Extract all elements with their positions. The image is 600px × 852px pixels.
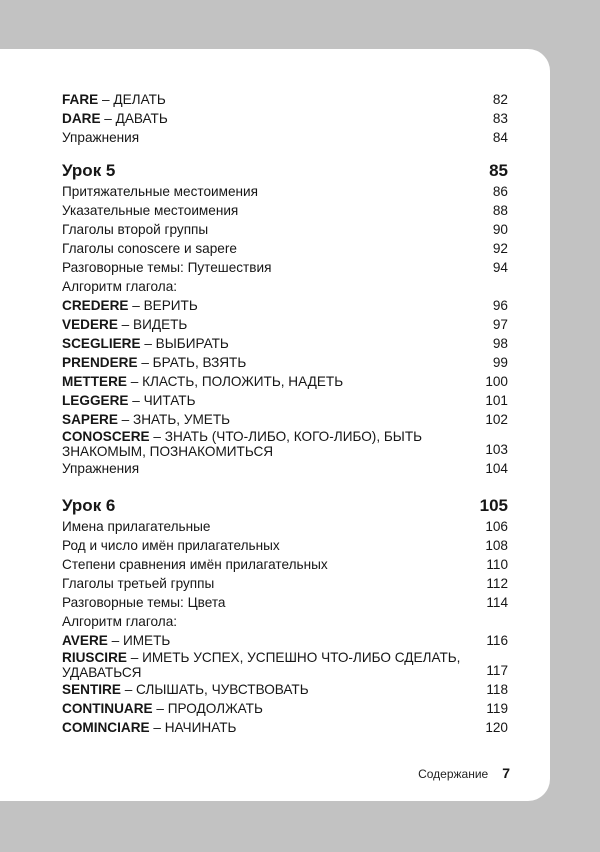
toc-entry-page: 100 <box>485 374 508 389</box>
toc-entry <box>62 90 508 109</box>
toc-entry-text: – КЛАСТЬ, ПОЛОЖИТЬ, НАДЕТЬ <box>126 374 344 389</box>
toc-entry-text: Род и число имён прилагательных <box>62 538 280 553</box>
toc-entry-text: Имена прилагательные <box>62 519 211 534</box>
toc-entry-title <box>62 315 480 334</box>
toc-entry-title <box>62 459 480 478</box>
toc-entry <box>62 109 508 128</box>
table-of-contents <box>62 90 508 737</box>
toc-entry-keyword: AVERE <box>62 633 108 648</box>
toc-entry-page: 86 <box>492 184 508 199</box>
toc-entry-text: – ЗНАТЬ, УМЕТЬ <box>117 412 231 427</box>
toc-entry-title <box>62 612 480 631</box>
toc-entry-text: – НАЧИНАТЬ <box>149 720 237 735</box>
lesson-6-heading <box>62 495 508 517</box>
toc-entry-page: 83 <box>492 111 508 126</box>
toc-entry <box>62 182 508 201</box>
toc-entry-title <box>62 536 480 555</box>
toc-entry <box>62 277 508 296</box>
toc-entry-page: 84 <box>492 130 508 145</box>
toc-entry <box>62 220 508 239</box>
toc-entry <box>62 334 508 353</box>
toc-entry-keyword: CONTINUARE <box>62 701 153 716</box>
toc-entry-title <box>62 128 480 147</box>
toc-entry-keyword: VEDERE <box>62 317 118 332</box>
toc-entry-text: Упражнения <box>62 461 140 476</box>
toc-entry-title <box>62 391 480 410</box>
toc-entry-title <box>62 296 480 315</box>
toc-entry-title <box>62 555 480 574</box>
toc-entry-keyword: LEGGERE <box>62 393 129 408</box>
toc-entry-title <box>62 699 480 718</box>
toc-entry-page: 99 <box>492 355 508 370</box>
toc-entry-text: Притяжательные местоимения <box>62 184 258 199</box>
toc-entry-text: – ИМЕТЬ УСПЕХ, УСПЕШНО ЧТО-ЛИБО СДЕЛАТЬ, УДАВАТЬСЯ <box>62 650 461 680</box>
toc-entry-title <box>62 239 480 258</box>
toc-entry-page: 104 <box>485 461 508 476</box>
toc-entry-page: 90 <box>492 222 508 237</box>
toc-entry-text: Глаголы второй группы <box>62 222 209 237</box>
toc-entry-page: 110 <box>486 557 508 572</box>
toc-entry <box>62 718 508 737</box>
toc-entry-text: – ЧИТАТЬ <box>128 393 196 408</box>
toc-entry-text: Разговорные темы: Путешествия <box>62 260 272 275</box>
toc-entry <box>62 517 508 536</box>
toc-entry <box>62 239 508 258</box>
lesson-6-entries <box>62 517 508 737</box>
toc-entry-page: 112 <box>486 576 508 591</box>
toc-entry <box>62 459 508 478</box>
toc-entry-page: 106 <box>485 519 508 534</box>
toc-entry-page: 120 <box>485 720 508 735</box>
lesson-6-page: 105 <box>479 496 508 515</box>
toc-entry-text: – ПРОДОЛЖАТЬ <box>152 701 263 716</box>
toc-entry-title <box>62 631 480 650</box>
toc-entry <box>62 201 508 220</box>
toc-entry-keyword: SENTIRE <box>62 682 121 697</box>
toc-entry-text: Указательные местоимения <box>62 203 239 218</box>
toc-entry <box>62 680 508 699</box>
toc-entry-page: 116 <box>486 633 508 648</box>
toc-entry-title <box>62 718 480 737</box>
toc-entry <box>62 410 508 429</box>
toc-entry-title <box>62 90 480 109</box>
toc-entry-page: 114 <box>486 595 508 610</box>
lesson-5-title: Урок 5 <box>62 161 116 180</box>
toc-top-list <box>62 90 508 147</box>
toc-entry <box>62 536 508 555</box>
toc-entry-keyword: COMINCIARE <box>62 720 150 735</box>
toc-entry-text: – ВИДЕТЬ <box>117 317 188 332</box>
toc-entry-title <box>62 517 480 536</box>
toc-entry-text: Алгоритм глагола: <box>62 614 178 629</box>
toc-entry-text: Алгоритм глагола: <box>62 279 178 294</box>
toc-entry <box>62 574 508 593</box>
lesson-5-page: 85 <box>489 161 508 180</box>
toc-entry-title <box>62 201 480 220</box>
toc-entry-title <box>62 109 480 128</box>
toc-entry <box>62 631 508 650</box>
toc-entry-keyword: CONOSCERE <box>62 429 150 444</box>
toc-entry-text: – СЛЫШАТЬ, ЧУВСТВОВАТЬ <box>120 682 309 697</box>
toc-entry-title <box>62 593 480 612</box>
toc-entry <box>62 372 508 391</box>
toc-entry-text: – ДЕЛАТЬ <box>98 92 166 107</box>
toc-entry-page: 94 <box>492 260 508 275</box>
toc-entry-page: 119 <box>486 701 508 716</box>
toc-entry <box>62 650 508 680</box>
toc-entry-text: – ВЕРИТЬ <box>128 298 198 313</box>
toc-entry <box>62 593 508 612</box>
toc-entry <box>62 555 508 574</box>
toc-entry-title <box>62 574 480 593</box>
toc-entry-title <box>62 372 480 391</box>
toc-entry-text: Разговорные темы: Цвета <box>62 595 226 610</box>
toc-entry-keyword: METTERE <box>62 374 127 389</box>
toc-entry <box>62 128 508 147</box>
toc-entry-page: 97 <box>492 317 508 332</box>
toc-entry <box>62 296 508 315</box>
toc-entry-page: 117 <box>486 663 508 678</box>
toc-entry-keyword: DARE <box>62 111 101 126</box>
toc-entry <box>62 315 508 334</box>
toc-entry-page: 101 <box>485 393 508 408</box>
toc-entry-page: 82 <box>492 92 508 107</box>
toc-entry-title <box>62 334 480 353</box>
toc-entry-text: – ЗНАТЬ (ЧТО-ЛИБО, КОГО-ЛИБО), БЫТЬ ЗНАКОМЫМ, ПОЗНАКОМИТЬСЯ <box>62 429 423 459</box>
toc-entry-keyword: SCEGLIERE <box>62 336 141 351</box>
toc-entry-text: – ИМЕТЬ <box>107 633 171 648</box>
toc-entry-page: 92 <box>492 241 508 256</box>
toc-entry-keyword: FARE <box>62 92 99 107</box>
toc-entry-title <box>62 182 480 201</box>
book-page <box>0 49 550 801</box>
toc-entry-page: 98 <box>492 336 508 351</box>
toc-entry-page: 96 <box>492 298 508 313</box>
toc-entry-text: – ВЫБИРАТЬ <box>140 336 229 351</box>
toc-entry-text: Глаголы третьей группы <box>62 576 215 591</box>
toc-entry-title <box>62 410 480 429</box>
toc-entry-text: Глаголы conoscere и sapere <box>62 241 237 256</box>
toc-entry <box>62 391 508 410</box>
toc-entry-page: 108 <box>485 538 508 553</box>
toc-entry <box>62 612 508 631</box>
toc-entry-text: Степени сравнения имён прилагательных <box>62 557 328 572</box>
toc-entry-page: 118 <box>486 682 508 697</box>
toc-entry-text: Упражнения <box>62 130 140 145</box>
toc-entry-text: – ДАВАТЬ <box>100 111 168 126</box>
toc-entry <box>62 353 508 372</box>
toc-entry <box>62 258 508 277</box>
lesson-5-heading <box>62 160 508 182</box>
page-footer <box>418 765 510 781</box>
lesson-6-title: Урок 6 <box>62 496 116 515</box>
toc-entry-keyword: CREDERE <box>62 298 129 313</box>
toc-entry-title <box>62 258 480 277</box>
toc-entry-keyword: SAPERE <box>62 412 118 427</box>
toc-entry-title <box>62 220 480 239</box>
toc-entry-text: – БРАТЬ, ВЗЯТЬ <box>137 355 247 370</box>
lesson-5-entries <box>62 182 508 478</box>
toc-entry-title <box>62 429 480 459</box>
toc-entry-title <box>62 277 480 296</box>
toc-entry-page: 88 <box>492 203 508 218</box>
footer-section-label: Содержание <box>418 767 489 781</box>
toc-entry-page: 103 <box>485 442 508 457</box>
toc-entry-title <box>62 680 480 699</box>
toc-entry-page: 102 <box>485 412 508 427</box>
toc-entry-keyword: RIUSCIRE <box>62 650 127 665</box>
toc-entry <box>62 429 508 459</box>
footer-page-number: 7 <box>502 765 510 781</box>
toc-entry-title <box>62 353 480 372</box>
toc-entry <box>62 699 508 718</box>
toc-entry-title <box>62 650 480 680</box>
toc-entry-keyword: PRENDERE <box>62 355 138 370</box>
